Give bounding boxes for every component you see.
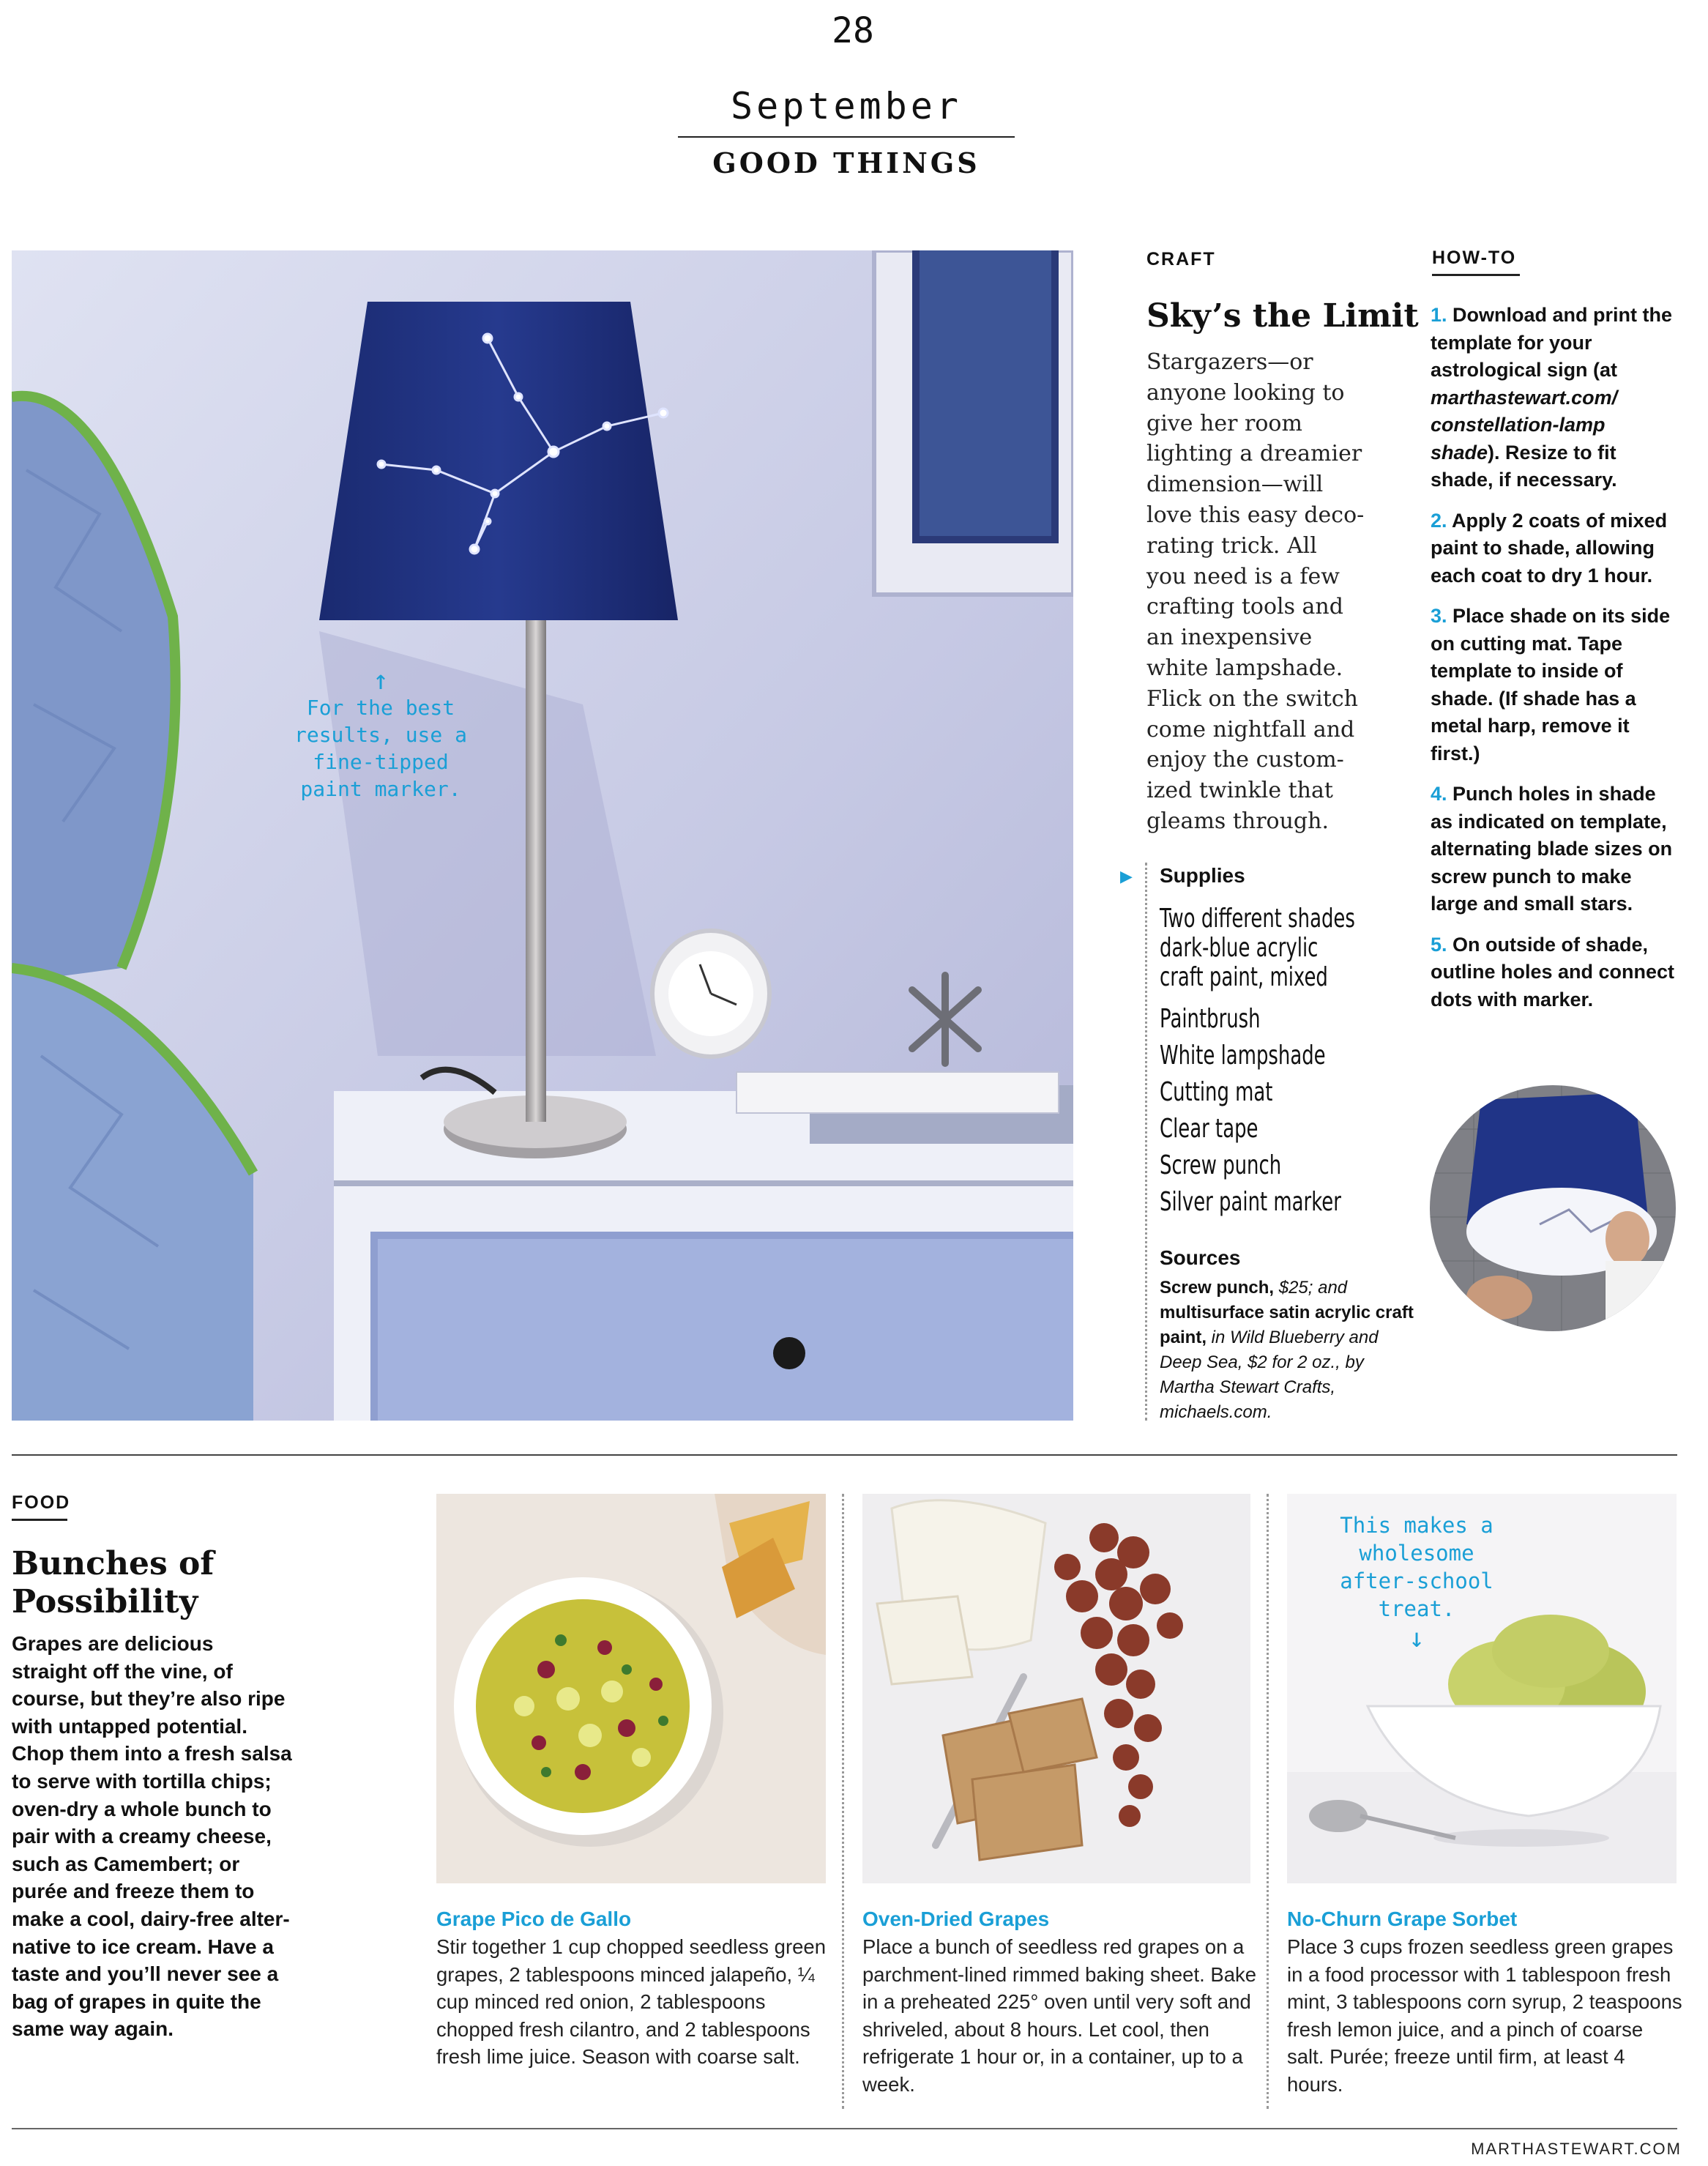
footer-rule (12, 2128, 1677, 2129)
step-text: On outside of shade, outline holes and connect dots with marker. (1431, 933, 1675, 1011)
howto-steps (1431, 302, 1679, 1027)
supplies-dotted-rule (1145, 863, 1147, 1421)
step-item (1431, 931, 1679, 1014)
column-separator (842, 1494, 844, 2109)
step-number: 4. (1431, 783, 1447, 805)
recipe-body: Place a bunch of seedless red grapes on a parchment-lined rimmed baking sheet. Bake in a preheated 225° oven until very soft and shriveled, about 8 hours. Let cool, then refrigerate 1 hour or, in a container, up to a week. (862, 1935, 1257, 2096)
sorbet-callout (1314, 1511, 1519, 1655)
source-item: multisurface satin acrylic craft paint, (1160, 1303, 1414, 1347)
paint-marker-callout (271, 668, 491, 803)
intro-line: enjoy the custom- (1146, 747, 1344, 773)
recipe-body: Place 3 cups frozen seedless green grapes in a food processor with 1 tablespoon fresh mint, 3 tablespoons corn syrup, 2 teaspoons fresh lemon juice, and a pinch of coarse salt. Purée; freeze until firm, at least 4 hours. (1287, 1935, 1682, 2096)
howto-label: HOW-TO (1432, 248, 1517, 268)
intro-line: white lampshade. (1146, 655, 1343, 681)
howto-underline (1432, 274, 1520, 276)
up-arrow-icon: ↑ (373, 666, 389, 696)
callout-line: treat. (1378, 1596, 1455, 1621)
source-item: Screw punch, (1160, 1278, 1275, 1298)
step-item (1431, 603, 1679, 767)
supply-item: Cutting mat (1160, 1077, 1273, 1107)
step-text-tail: ). Resize to fit shade, if necessary. (1431, 441, 1617, 491)
supply-item: Two different shades (1160, 904, 1355, 934)
callout-line: results, use a (294, 723, 467, 747)
source-detail: in Wild Blueberry and Deep Sea, $2 for 2 oz., by Martha Stewart Crafts, michaels.com. (1160, 1328, 1379, 1422)
food-title (12, 1545, 214, 1621)
column-separator (1267, 1494, 1269, 2109)
craft-title: Sky’s the Limit (1146, 297, 1419, 335)
intro-line: dimension—will (1146, 472, 1324, 498)
step-item (1431, 781, 1679, 918)
step-text: Download and print the template for your astrological sign (at (1431, 304, 1673, 381)
food-intro: Grapes are delicious straight off the vine, of course, but they’re also ripe with untapped potential. Chop them into a fresh salsa to serve with tortilla chips; oven-dry a whole bunch to pair with a creamy cheese, such as Camembert; or purée and freeze them to make a cool, dairy-free alternative to ice cream. Have a taste and you’ll never see a bag of grapes in quite the same way again. (12, 1632, 292, 2041)
section-title: GOOD THINGS (712, 146, 980, 179)
header-rule (678, 136, 1015, 138)
intro-line: ized twinkle that (1146, 778, 1333, 804)
down-arrow-icon: ↓ (1409, 1623, 1425, 1653)
intro-line: anyone looking to (1146, 379, 1345, 406)
recipe-oven-dried (862, 1905, 1258, 2098)
supply-item: craft paint, mixed (1160, 962, 1328, 992)
intro-line: Stargazers—or (1146, 349, 1313, 375)
intro-line: you need is a few (1146, 563, 1340, 589)
step-text: Apply 2 coats of mixed paint to shade, allowing each coat to dry 1 hour. (1431, 509, 1668, 587)
oven-dried-grapes-photo (862, 1494, 1250, 1883)
source-price: $25; and (1274, 1278, 1348, 1298)
food-title-line: Possibility (12, 1583, 198, 1620)
step-number: 5. (1431, 933, 1447, 956)
supply-item: Clear tape (1160, 1114, 1258, 1144)
intro-line: Flick on the switch (1146, 685, 1358, 712)
intro-line: lighting a dreamier (1146, 441, 1362, 467)
recipe-title: No-Churn Grape Sorbet (1287, 1908, 1518, 1930)
intro-line: rating trick. All (1146, 532, 1317, 559)
recipe-body: Stir together 1 cup chopped seedless green grapes, 2 tablespoons minced jalapeño, ¼ cup minced red onion, 2 tablespoons chopped fresh cilantro, and 2 tablespoons fresh lime juice. Season with coarse salt. (436, 1935, 827, 2068)
recipe-title: Grape Pico de Gallo (436, 1908, 632, 1930)
craft-label: CRAFT (1146, 249, 1216, 269)
callout-line: fine-tipped (313, 750, 449, 774)
supply-item: White lampshade (1160, 1041, 1326, 1071)
recipe-title: Oven-Dried Grapes (862, 1908, 1050, 1930)
intro-line: love this easy deco- (1146, 502, 1365, 528)
supply-item: Screw punch (1160, 1150, 1282, 1180)
recipe-pico (436, 1905, 832, 2071)
section-divider (12, 1454, 1677, 1456)
step-number: 3. (1431, 605, 1447, 627)
step-text: Punch holes in shade as indicated on template, alternating blade sizes on screw punch to make large and small stars. (1431, 783, 1673, 915)
intro-line: give her room (1146, 410, 1302, 436)
sources-label: Sources (1160, 1246, 1241, 1269)
callout-line: wholesome (1359, 1541, 1474, 1566)
sources-text (1160, 1276, 1416, 1425)
supplies-label: Supplies (1160, 864, 1245, 887)
supply-item: dark-blue acrylic (1160, 933, 1319, 963)
craft-intro (1146, 347, 1425, 837)
callout-line: after-school (1340, 1568, 1493, 1593)
intro-line: crafting tools and (1146, 594, 1343, 620)
step-item (1431, 507, 1679, 590)
food-label-underline (12, 1519, 67, 1521)
supply-item: Paintbrush (1160, 1004, 1261, 1034)
issue-month: September (731, 85, 962, 127)
callout-line: This makes a (1340, 1513, 1493, 1538)
recipe-sorbet (1287, 1905, 1682, 2098)
intro-line: gleams through. (1146, 808, 1329, 834)
play-arrow-icon: ▶ (1120, 867, 1133, 885)
intro-line: an inexpensive (1146, 625, 1313, 651)
step-number: 1. (1431, 304, 1447, 326)
step-text: Place shade on its side on cutting mat. Tape template to inside of shade. (If shade has a metal harp, remove it first.) (1431, 605, 1671, 764)
food-label: FOOD (12, 1492, 71, 1513)
pico-photo (436, 1494, 826, 1883)
lamp-photo (12, 250, 1073, 1421)
step-item (1431, 302, 1679, 494)
supply-item: Silver paint marker (1160, 1187, 1341, 1217)
page-number: 28 (832, 10, 874, 51)
howto-photo (1430, 1085, 1676, 1331)
food-title-line: Bunches of (12, 1545, 215, 1582)
callout-line: paint marker. (300, 777, 461, 801)
callout-line: For the best (306, 696, 455, 720)
supplies-list (1160, 904, 1423, 1221)
footer-site[interactable]: MARTHASTEWART.COM (1471, 2140, 1682, 2158)
step-url: marthastewart.com/ constellation-lamp shade (1431, 386, 1618, 464)
step-number: 2. (1431, 509, 1447, 532)
intro-line: come nightfall and (1146, 716, 1355, 743)
